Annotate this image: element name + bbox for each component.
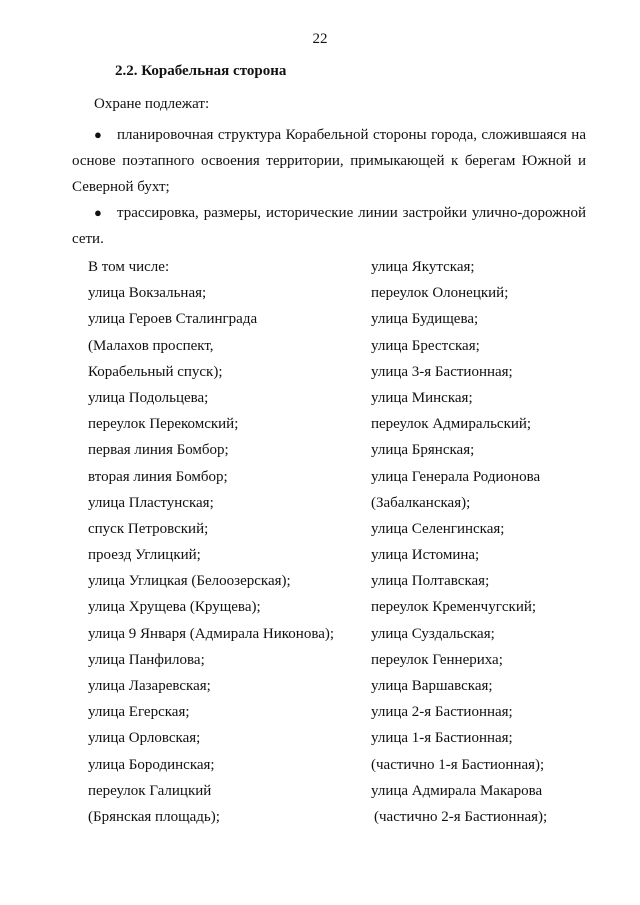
list-item: улица Будищева;: [371, 311, 479, 328]
bullet-item: [72, 122, 586, 200]
list-item: улица Вокзальная;: [88, 285, 207, 302]
bullet-text: трассировка, размеры, исторические линии застройки улично-дорожной сети.: [72, 205, 586, 247]
list-item: улица Брянская;: [371, 442, 475, 459]
list-item: переулок Галицкий: [88, 782, 212, 799]
list-item: улица Орловская;: [88, 730, 201, 747]
list-item: вторая линия Бомбор;: [88, 468, 228, 485]
list-item: улица 2-я Бастионная;: [371, 704, 513, 721]
list-item: (Брянская площадь);: [88, 808, 220, 825]
list-item: улица Минская;: [371, 389, 473, 406]
list-item: улица Варшавская;: [371, 678, 493, 694]
list-item: улица Панфилова;: [88, 651, 205, 668]
list-item: улица Брестская;: [371, 337, 480, 354]
street-list-left: [88, 254, 334, 830]
page-number: 22: [312, 31, 328, 47]
list-item: (Забалканская);: [371, 494, 471, 511]
list-item: (Малахов проспект,: [88, 337, 214, 354]
intro-text: Охране подлежат:: [94, 96, 210, 112]
list-item: переулок Перекомский;: [88, 416, 239, 433]
list-item: Корабельный спуск);: [88, 363, 223, 380]
bullet-text: планировочная структура Корабельной стороны города, сложившаяся на основе поэтапного освоения территории, примыкающей к берегам Южной и Северной бухт;: [72, 127, 586, 195]
section-heading: 2.2. Корабельная сторона: [115, 63, 287, 79]
list-item: улица Селенгинская;: [371, 520, 505, 537]
list-item: улица Углицкая (Белоозерская);: [88, 573, 291, 590]
list-item: переулок Геннериха;: [371, 651, 503, 668]
list-item: переулок Адмиральский;: [371, 416, 532, 433]
bullet-icon: ●: [94, 205, 102, 220]
list-item: В том числе:: [88, 259, 170, 275]
list-item: улица Бородинская;: [88, 756, 215, 773]
list-item: улица 1-я Бастионная;: [371, 730, 513, 747]
list-item: спуск Петровский;: [88, 520, 209, 537]
bullet-item: [72, 200, 586, 252]
list-item: улица Полтавская;: [371, 573, 490, 590]
list-item: улица Адмирала Макарова: [371, 782, 543, 799]
list-item: улица Якутская;: [371, 259, 475, 275]
list-item: улица Генерала Родионова: [371, 468, 541, 485]
street-list-right: [371, 254, 547, 830]
list-item: улица Лазаревская;: [88, 678, 211, 694]
list-item: улица 9 Января (Адмирала Никонова);: [88, 625, 335, 642]
list-item: переулок Кременчугский;: [371, 599, 537, 616]
bullet-icon: ●: [94, 127, 102, 142]
list-item: улица 3-я Бастионная;: [371, 363, 513, 380]
list-item: улица Истомина;: [371, 547, 480, 564]
list-item: переулок Олонецкий;: [371, 285, 509, 302]
list-item: улица Пластунская;: [88, 494, 214, 511]
list-item: улица Суздальская;: [371, 625, 495, 642]
list-item: улица Подольцева;: [88, 389, 209, 406]
list-item: первая линия Бомбор;: [88, 442, 229, 459]
list-item: улица Егерская;: [88, 704, 190, 721]
list-item: (частично 1-я Бастионная);: [371, 756, 545, 773]
list-item: улица Хрущева (Крущева);: [88, 599, 261, 616]
list-item: улица Героев Сталинграда: [88, 311, 258, 328]
list-item: проезд Углицкий;: [88, 547, 201, 564]
list-item: (частично 2-я Бастионная);: [374, 808, 548, 825]
